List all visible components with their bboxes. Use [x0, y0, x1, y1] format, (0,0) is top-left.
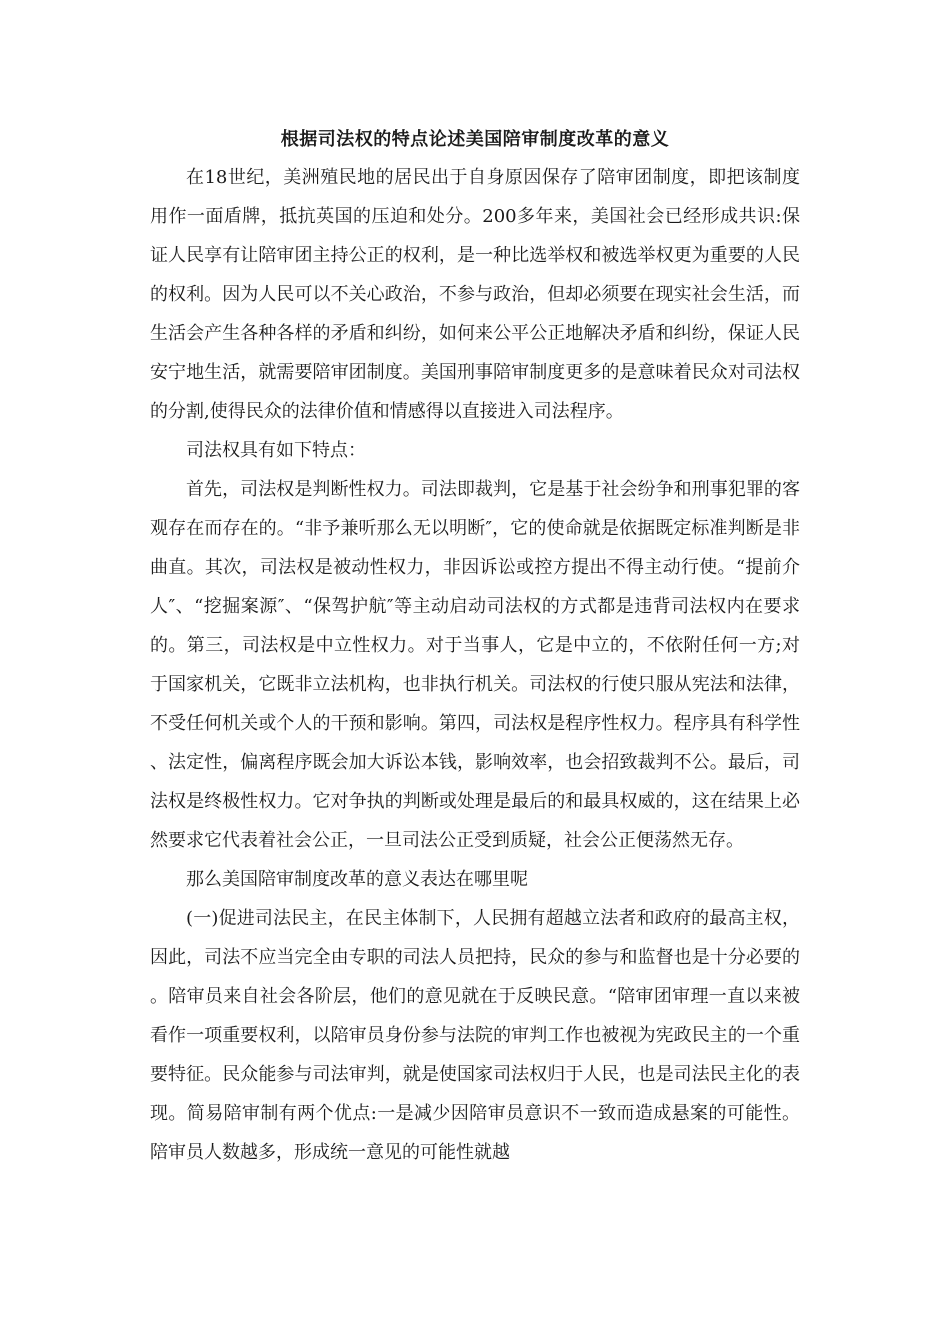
paragraph-features: 首先，司法权是判断性权力。司法即裁判，它是基于社会纷争和刑事犯罪的客观存在而存在的。“非予兼听那么无以明断″，它的使命就是依据既定标准判断是非曲直。其次，司法权是被动性权力，非因诉讼或控方提出不得主动行使。“提前介人″、“挖掘案源″、“保驾护航″等主动启动司法权的方式都是违背司法权内在要求的。第三，司法权是中立性权力。对于当事人，它是中立的，不依附任何一方;对于国家机关，它既非立法机构，也非执行机关。司法权的行使只服从宪法和法律，不受任何机关或个人的干预和影响。第四，司法权是程序性权力。程序具有科学性、法定性，偏离程序既会加大诉讼本钱，影响效率，也会招致裁判不公。最后，司法权是终极性权力。它对争执的判断或处理是最后的和最具权威的，这在结果上必然要求它代表着社会公正，一旦司法公正受到质疑，社会公正便荡然无存。: [150, 479, 800, 851]
paragraph-features-heading: 司法权具有如下特点：: [186, 440, 366, 461]
document-body: [150, 122, 800, 1172]
paragraph-intro: 在18世纪，美洲殖民地的居民出于自身原因保存了陪审团制度，即把该制度用作一面盾牌，抵抗英国的压迫和处分。200多年来，美国社会已经形成共识:保证人民享有让陪审团主持公正的权利，是一种比选举权和被选举权更为重要的人民的权利。因为人民可以不关心政治，不参与政治，但却必须要在现实社会生活，而生活会产生各种各样的矛盾和纠纷，如何来公平公正地解决矛盾和纠纷，保证人民安宁地生活，就需要陪审团制度。美国刑事陪审制度更多的是意味着民众对司法权的分割,使得民众的法律价值和情感得以直接进入司法程序。: [150, 167, 800, 422]
paragraph-significance-question: 那么美国陪审制度改革的意义表达在哪里呢: [186, 869, 528, 890]
paragraph-judicial-democracy: (一)促进司法民主，在民主体制下，人民拥有超越立法者和政府的最高主权，因此，司法不应当完全由专职的司法人员把持，民众的参与和监督也是十分必要的。陪审员来自社会各阶层，他们的意见就在于反映民意。“陪审团审理一直以来被看作一项重要权利，以陪审员身份参与法院的审判工作也被视为宪政民主的一个重要特征。民众能参与司法审判，就是使国家司法权归于人民，也是司法民主化的表现。简易陪审制有两个优点:一是减少因陪审员意识不一致而造成悬案的可能性。陪审员人数越多，形成统一意见的可能性就越: [150, 908, 800, 1163]
document-title: 根据司法权的特点论述美国陪审制度改革的意义: [280, 129, 670, 150]
